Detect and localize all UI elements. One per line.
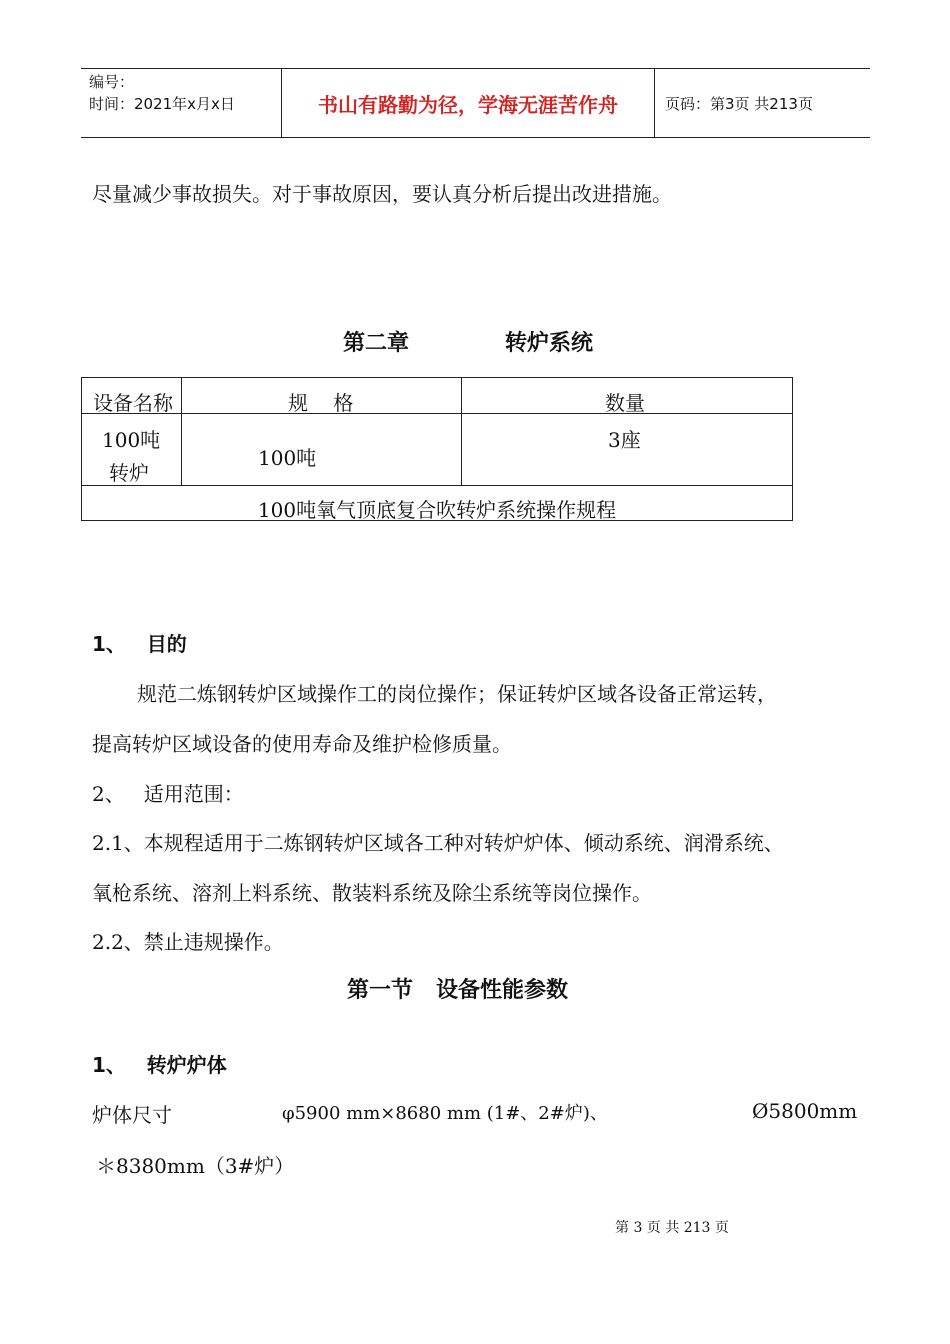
header-quantity: 数量 <box>605 391 645 415</box>
section-1-text-line2: 提高转炉区域设备的使用寿命及维护检修质量。 <box>92 732 512 756</box>
header-spec: 规 格 <box>288 391 354 415</box>
page-footer: 第 3 页 共 213 页 <box>615 1220 729 1236</box>
intro-line: 尽量减少事故损失。对于事故原因，要认真分析后提出改进措施。 <box>92 182 672 206</box>
subsection-heading: 1、 转炉炉体 <box>92 1053 227 1077</box>
section-2-1-line2: 氧枪系统、溶剂上料系统、散装料系统及除尘系统等岗位操作。 <box>92 881 652 905</box>
chapter-number: 第二章 <box>343 331 410 356</box>
section-1-heading: 1、 目的 <box>92 632 187 656</box>
section-2-2: 2.2、禁止违规操作。 <box>92 930 284 954</box>
time-label: 时间：2021年x月x日 <box>89 95 235 113</box>
header-motto: 书山有路勤为径，学海无涯苦作舟 <box>281 69 655 137</box>
spec-value-2: Ø5800mm <box>752 1099 858 1123</box>
section-2-heading: 2、 适用范围： <box>92 782 244 806</box>
chapter-title: 转炉系统 <box>505 331 594 356</box>
number-label: 编号： <box>89 73 135 91</box>
header-equipment-name: 设备名称 <box>93 391 173 415</box>
header-page-info: 页码：第3页 共213页 <box>665 94 813 113</box>
table-rule <box>82 413 792 414</box>
cell-spec: 100吨 <box>258 446 317 470</box>
table-divider <box>181 378 182 485</box>
equipment-table <box>81 377 793 521</box>
page-header <box>81 68 870 138</box>
cell-name-line2: 转炉 <box>109 461 149 485</box>
cell-name-line1: 100吨 <box>102 428 161 452</box>
section-2-1-line1: 2.1、本规程适用于二炼钢转炉区域各工种对转炉炉体、倾动系统、润滑系统、 <box>92 831 784 855</box>
table-divider <box>461 378 462 485</box>
header-meta <box>81 69 281 137</box>
section-title: 第一节 设备性能参数 <box>347 978 568 1003</box>
table-footer-row: 100吨氧气顶底复合吹转炉系统操作规程 <box>257 498 617 522</box>
cell-quantity: 3座 <box>608 428 641 452</box>
section-1-text-line1: 规范二炼钢转炉区域操作工的岗位操作；保证转炉区域各设备正常运转， <box>137 682 777 706</box>
spec-line2: ＊8380mm（3#炉） <box>96 1154 295 1178</box>
spec-label: 炉体尺寸 <box>92 1103 172 1127</box>
table-rule <box>82 485 792 486</box>
spec-value: φ5900 mm×8680 mm (1#、2#炉)、 <box>282 1103 608 1124</box>
